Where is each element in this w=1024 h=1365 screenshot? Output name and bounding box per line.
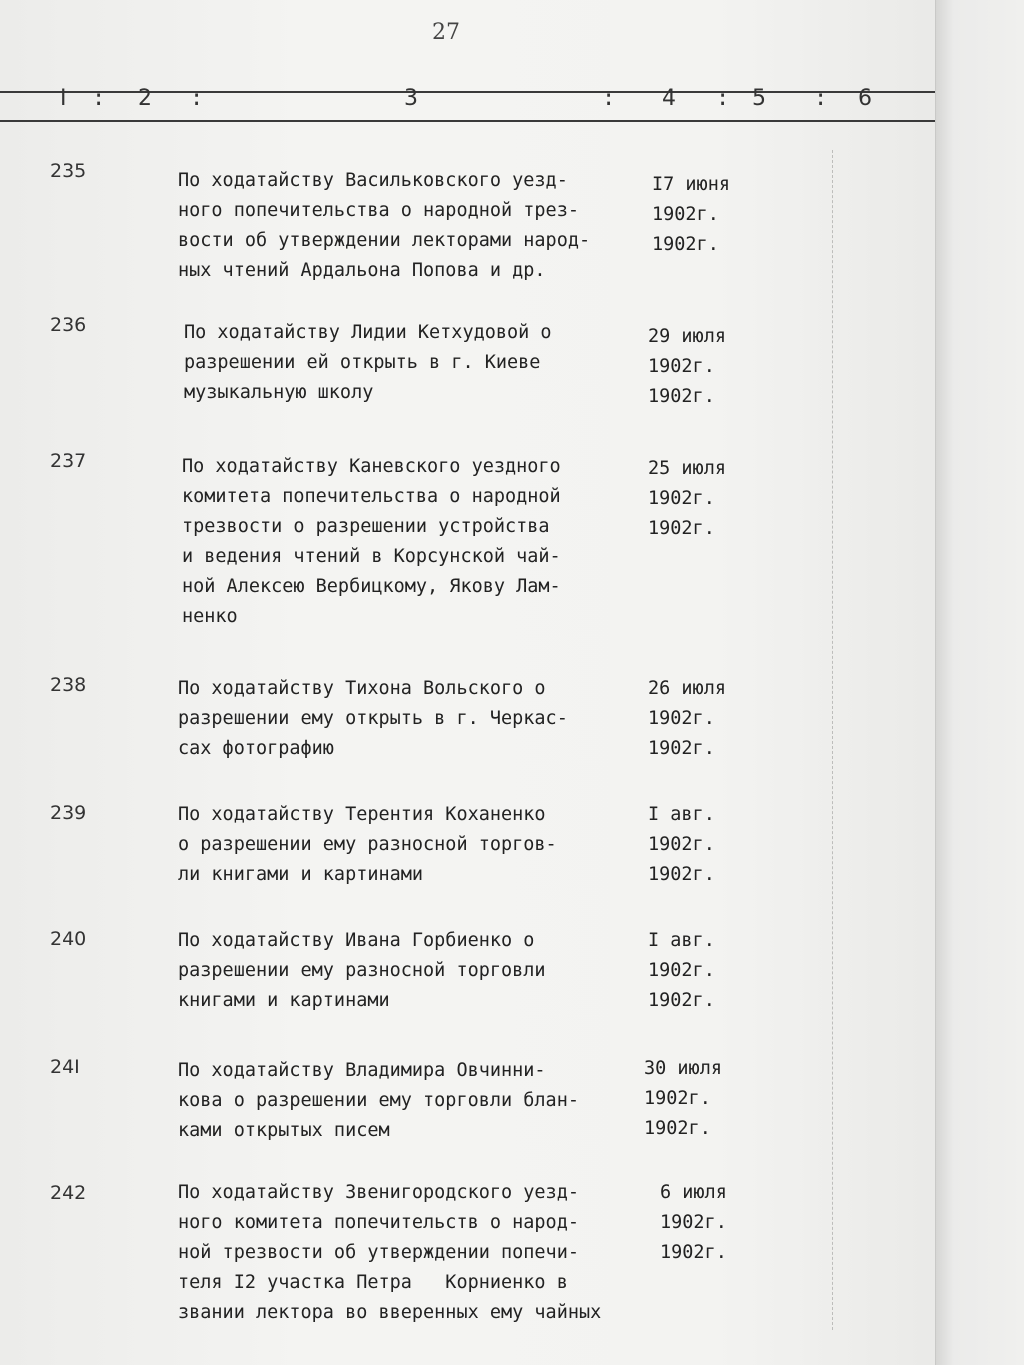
entry-text-line: вости об утверждении лекторами народ-	[178, 230, 591, 251]
entry-date-line: I авг.	[648, 930, 715, 951]
entry-number: 236	[50, 314, 87, 336]
entry-date-line: 1902г.	[660, 1242, 727, 1263]
column-header-6: 6	[858, 86, 872, 111]
table-header-bottom-rule	[0, 120, 935, 122]
entry-dates	[660, 1178, 770, 1268]
entry-date-line: I авг.	[648, 804, 715, 825]
column-separator: :	[814, 86, 828, 111]
entry-dates	[648, 322, 758, 412]
entry-text-line: По ходатайству Владимира Овчинни-	[178, 1060, 546, 1081]
entry-date-line: 1902г.	[648, 990, 715, 1011]
entry-date-line: 1902г.	[648, 960, 715, 981]
column-header-1: I	[60, 86, 67, 111]
entry-text-line: кова о разрешении ему торговли блан-	[178, 1090, 579, 1111]
entry-date-line: 1902г.	[652, 204, 719, 225]
entry-text	[178, 674, 648, 764]
entry-text-line: книгами и картинами	[178, 990, 390, 1011]
entry-date-line: 25 июля	[648, 458, 726, 479]
entry-number: 235	[50, 160, 87, 182]
entry-text-line: ной Алексею Вербицкому, Якову Лам-	[182, 576, 561, 597]
entry-dates	[648, 454, 758, 544]
entry-text-line: По ходатайству Звенигородского уезд-	[178, 1182, 579, 1203]
entry-text-line: ных чтений Ардальона Попова и др.	[178, 260, 546, 281]
entry-date-line: 1902г.	[660, 1212, 727, 1233]
entry-date-line: 1902г.	[644, 1088, 711, 1109]
column-separator: :	[716, 86, 730, 111]
entry-number: 240	[50, 928, 87, 950]
entry-date-line: 1902г.	[648, 488, 715, 509]
entry-date-line: 26 июля	[648, 678, 726, 699]
entry-number: 24I	[50, 1056, 80, 1078]
entry-text-line: ной трезвости об утверждении попечи-	[178, 1242, 579, 1263]
entry-text-line: комитета попечительства о народной	[182, 486, 561, 507]
entry-date-line: 1902г.	[648, 708, 715, 729]
column-header-2: 2	[138, 86, 152, 111]
entry-text-line: По ходатайству Лидии Кетхудовой о	[184, 322, 552, 343]
entry-date-line: 1902г.	[652, 234, 719, 255]
entry-date-line: 1902г.	[648, 834, 715, 855]
entry-text-line: ного комитета попечительств о народ-	[178, 1212, 579, 1233]
entry-date-line: 29 июля	[648, 326, 726, 347]
column-header-5: 5	[752, 86, 766, 111]
entry-dates	[644, 1054, 754, 1144]
entry-text	[178, 1056, 648, 1146]
entry-number: 239	[50, 802, 87, 824]
column-separator: :	[190, 86, 204, 111]
entry-text-line: разрешении ему разносной торговли	[178, 960, 546, 981]
entry-text-line: и ведения чтений в Корсунской чай-	[182, 546, 561, 567]
entry-text-line: По ходатайству Ивана Горбиенко о	[178, 930, 535, 951]
adjacent-page-edge	[935, 0, 1024, 1365]
entry-text	[178, 926, 648, 1016]
entry-date-line: 1902г.	[644, 1118, 711, 1139]
entry-text-line: ками открытых писем	[178, 1120, 390, 1141]
entry-text	[184, 318, 654, 408]
entry-date-line: 1902г.	[648, 864, 715, 885]
entry-date-line: 1902г.	[648, 386, 715, 407]
column-header-3: 3	[404, 86, 418, 111]
entry-dates	[648, 926, 758, 1016]
entry-text-line: ного попечительства о народной трез-	[178, 200, 579, 221]
column-header-4: 4	[662, 86, 676, 111]
entry-text-line: разрешении ей открыть в г. Киеве	[184, 352, 541, 373]
entry-text	[178, 166, 648, 286]
entry-text-line: ненко	[182, 606, 238, 627]
entry-date-line: 6 июля	[660, 1182, 727, 1203]
entry-text-line: музыкальную школу	[184, 382, 374, 403]
entry-text-line: По ходатайству Каневского уездного	[182, 456, 561, 477]
entry-text-line: По ходатайству Тихона Вольского о	[178, 678, 546, 699]
entry-dates	[648, 800, 758, 890]
entry-number: 242	[50, 1182, 87, 1204]
entry-text-line: теля I2 участка Петра Корниенко в	[178, 1272, 568, 1293]
entry-date-line: 1902г.	[648, 518, 715, 539]
column-separator: :	[92, 86, 106, 111]
entry-text-line: По ходатайству Васильковского уезд-	[178, 170, 568, 191]
page-number: 27	[432, 20, 460, 45]
entry-number: 237	[50, 450, 87, 472]
entry-text	[178, 1178, 698, 1328]
entry-text-line: По ходатайству Терентия Коханенко	[178, 804, 546, 825]
entry-date-line: I7 июня	[652, 174, 730, 195]
entry-dates	[648, 674, 758, 764]
entry-text	[182, 452, 652, 632]
entry-text-line: сах фотографию	[178, 738, 334, 759]
entry-date-line: 1902г.	[648, 356, 715, 377]
entry-text	[178, 800, 648, 890]
entry-text-line: трезвости о разрешении устройства	[182, 516, 550, 537]
entry-dates	[652, 170, 762, 260]
entry-text-line: разрешении ему открыть в г. Черкас-	[178, 708, 568, 729]
entry-text-line: ли книгами и картинами	[178, 864, 424, 885]
entry-date-line: 30 июля	[644, 1058, 722, 1079]
entry-date-line: 1902г.	[648, 738, 715, 759]
entry-text-line: звании лектора во вверенных ему чайных	[178, 1302, 602, 1323]
column-guide-line	[832, 150, 833, 1330]
column-separator: :	[602, 86, 616, 111]
entry-number: 238	[50, 674, 87, 696]
entry-text-line: о разрешении ему разносной торгов-	[178, 834, 557, 855]
